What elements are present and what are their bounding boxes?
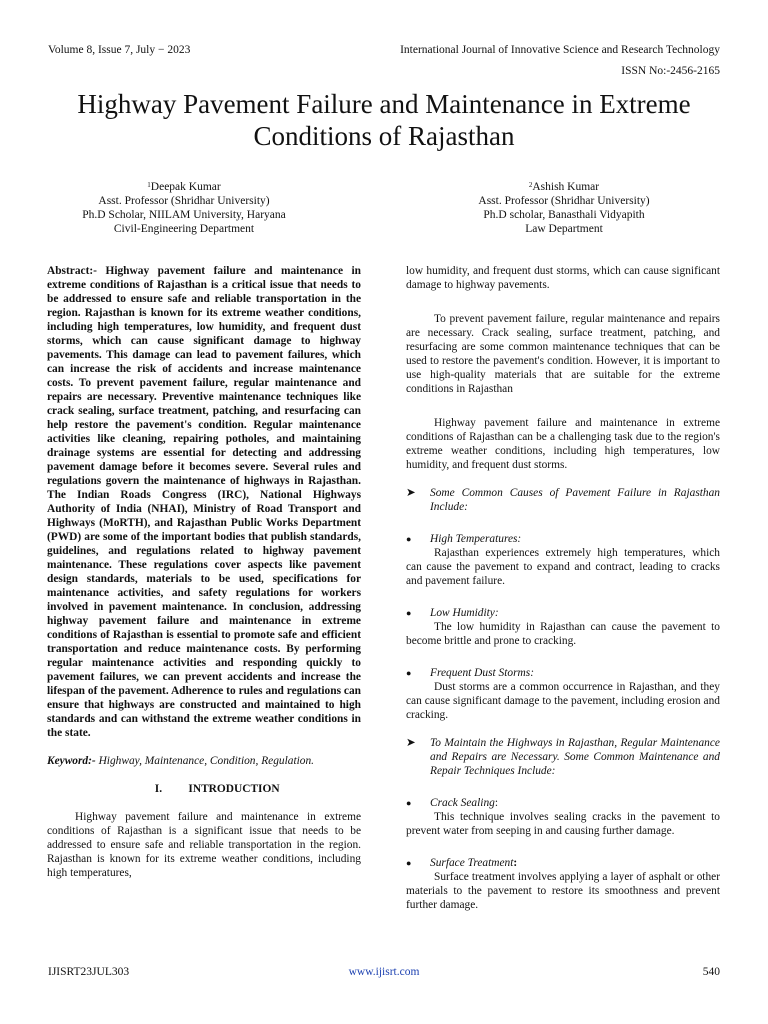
bullet-icon: ● [406, 668, 412, 678]
maintenance-heading [406, 736, 720, 778]
author-affiliation: Asst. Professor (Shridhar University) [98, 195, 270, 207]
arrow-icon: ➤ [406, 737, 416, 749]
author-affiliation: Ph.D scholar, Banasthali Vidyapith [483, 209, 645, 221]
intro-paragraph: Highway pavement failure and maintenance in extreme conditions of Rajasthan is a significant issue that needs to be addressed to ensure safe and reliable transportation in the region. Rajasthan is known for its extreme weather conditions, including high temperatures, [47, 811, 361, 879]
list-item-text: Dust storms are a common occurrence in Rajasthan, and they can cause significant damage to the pavement, including erosion and cracking. [406, 681, 720, 721]
list-item-title: Crack Sealing [430, 797, 495, 809]
author-affiliation: Asst. Professor (Shridhar University) [478, 195, 650, 207]
bullet-icon: ● [406, 798, 412, 808]
list-item [406, 606, 720, 620]
list-item-sep: : [494, 797, 499, 809]
section-title: INTRODUCTION [188, 783, 280, 795]
list-item-text: This technique involves sealing cracks in the pavement to prevent water from seeping in and causing further damage. [406, 811, 720, 837]
author-block-2 [414, 180, 714, 236]
author-block-1 [34, 180, 334, 236]
list-item-text: The low humidity in Rajasthan can cause the pavement to become brittle and prone to cracking. [406, 621, 720, 647]
list-item-title: Low Humidity: [430, 607, 499, 619]
list-item-text: Surface treatment involves applying a layer of asphalt or other materials to the pavement to restore its smoothness and prevent further damage. [406, 871, 720, 911]
paper-id: IJISRT23JUL303 [48, 966, 130, 978]
paper-title: Highway Pavement Failure and Maintenance in Extreme Conditions of Rajasthan [77, 89, 691, 151]
list-item [406, 856, 720, 870]
issn: ISSN No:-2456-2165 [621, 65, 720, 77]
left-column [47, 264, 361, 880]
author-department: Law Department [525, 223, 603, 235]
journal-link[interactable]: www.ijisrt.com [348, 966, 420, 978]
author-department: Civil-Engineering Department [113, 223, 255, 235]
list-item-title: Surface Treatment [430, 857, 514, 869]
list-item-text: Rajasthan experiences extremely high temperatures, which can cause the pavement to expand and contract, leading to cracks and pavement failure. [406, 547, 720, 587]
section-heading [47, 782, 361, 796]
bullet-icon: ● [406, 608, 412, 618]
list-item [406, 532, 720, 546]
author-affiliation: Ph.D Scholar, NIILAM University, Haryana [82, 209, 286, 221]
bullet-icon: ● [406, 858, 412, 868]
bullet-icon: ● [406, 534, 412, 544]
journal-name: International Journal of Innovative Science and Research Technology [400, 44, 720, 56]
list-item [406, 796, 720, 810]
keywords [47, 754, 361, 768]
section-number: I. [154, 783, 163, 795]
paragraph: To prevent pavement failure, regular maintenance and repairs are necessary. Crack sealing, surface treatment, patching, and resurfacing are some common maintenance techniques that can be used to restore the pavement's condition. However, it is important to use high-quality materials that are suitable for the extreme conditions in Rajasthan [406, 313, 720, 395]
maintenance-heading-text: To Maintain the Highways in Rajasthan, Regular Maintenance and Repairs are Necessary. Some Common Maintenance and Repair Techniques Include: [430, 737, 720, 777]
list-item-title: High Temperatures: [430, 533, 522, 545]
abstract: Abstract:- Highway pavement failure and maintenance in extreme conditions of Rajasthan is a critical issue that needs to be addressed to ensure safe and reliable transportation in the region. Rajasthan is known for its extreme weather conditions, including high temperatures, low humidity, and frequent dust storms, which can cause significant damage to highway pavements. This damage can lead to pavement failures, which can increase the risk of accidents and increase maintenance costs. To prevent pavement failure, regular maintenance and repairs are necessary. Preventive maintenance techniques like crack sealing, surface treatment, patching, and resurfacing can help restore the pavement's condition. Regular maintenance activities like cleaning, repairing potholes, and maintaining drainage systems are essential for detecting and addressing pavement damage before it becomes severe. Several rules and regulations govern the maintenance of highways in Rajasthan. The Indian Roads Congress (IRC), National Highways Authority of India (NHAI), Ministry of Road Transport and Highways (MoRTH), and Rajasthan Public Works Department (PWD) are some of the important bodies that publish standards, guidelines, and regulations related to highway pavement maintenance. These regulations cover aspects like pavement design standards, materials to be used, specifications for maintenance activities, and safety regulations for workers involved in pavement maintenance. In conclusion, addressing highway pavement failure and maintenance in extreme conditions of Rajasthan is essential to promote safe and efficient transportation and reduce maintenance costs. By performing regular maintenance activities and responding quickly to pavement failures, we can prevent accidents and increase the lifespan of the pavement. Adherence to rules and regulations can ensure that highways are constructed and maintained to high standards and can withstand the extreme weather conditions in the state. [47, 265, 361, 739]
causes-heading-text: Some Common Causes of Pavement Failure in Rajasthan Include: [430, 487, 720, 513]
keywords-list: Highway, Maintenance, Condition, Regulation. [98, 755, 315, 767]
author-name: Deepak Kumar [150, 181, 221, 193]
paragraph: Highway pavement failure and maintenance in extreme conditions of Rajasthan can be a challenging task due to the region's extreme weather conditions, including high temperatures, low humidity, and frequent dust storms. [406, 417, 720, 471]
right-column [406, 264, 720, 912]
author-number: 2 [528, 181, 533, 189]
list-item-title: Frequent Dust Storms: [430, 667, 534, 679]
keywords-label: Keyword:- [47, 755, 96, 767]
list-item [406, 666, 720, 680]
author-name: Ashish Kumar [532, 181, 600, 193]
arrow-icon: ➤ [406, 487, 416, 499]
page-number: 540 [702, 966, 720, 978]
causes-heading [406, 486, 720, 514]
author-number: 1 [147, 181, 151, 189]
continuation-paragraph: low humidity, and frequent dust storms, which can cause significant damage to highway pavements. [406, 265, 720, 291]
list-item-sep: : [513, 857, 518, 869]
volume-info: Volume 8, Issue 7, July − 2023 [48, 44, 191, 56]
